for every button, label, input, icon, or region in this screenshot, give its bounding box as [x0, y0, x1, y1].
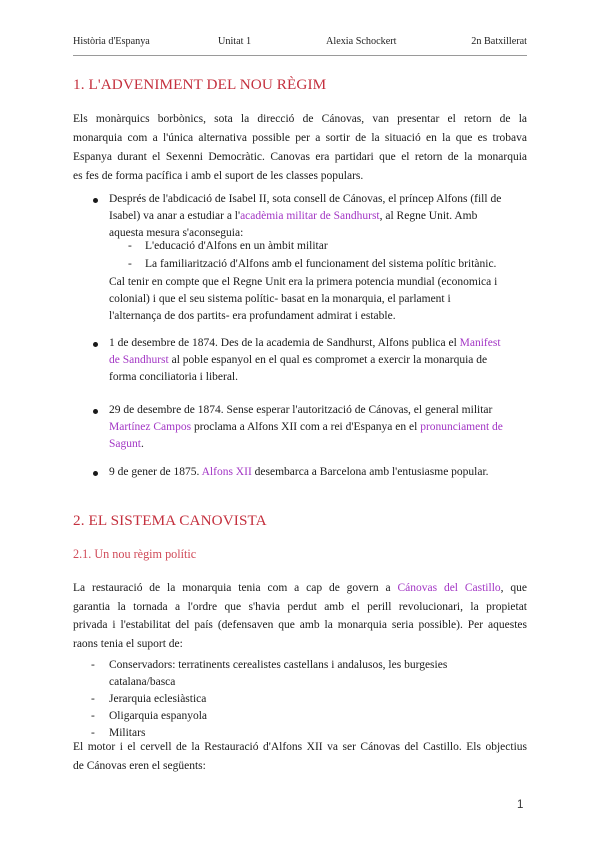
- bullet-3-line: [109, 436, 529, 453]
- section-2-paragraph-1: [73, 579, 527, 653]
- paragraph-line: privada i l'estabilitat del país (defensaven que amb la monarquia seria possible). Per aquestes: [73, 619, 527, 631]
- sub-item: L'educació d'Alfons en un àmbit militar: [145, 240, 328, 252]
- bullet-3-text: [109, 402, 529, 453]
- dash-marker: -: [91, 727, 95, 739]
- supporter-item: Militars: [109, 727, 146, 739]
- bullet-3-line: [109, 419, 529, 436]
- bullet-3-text-part: .: [140, 438, 144, 450]
- bullet-1-line: colonial) i que el seu sistema polític- basat en la monarquia, el parlament i: [109, 293, 451, 305]
- bullet-1-text-part: Isabel) va anar a estudiar a l': [109, 210, 241, 222]
- bullet-4-text: [109, 464, 529, 481]
- supporter-item: Conservadors: terratinents cerealistes castellans i andalusos, les burgesies: [109, 659, 448, 671]
- paragraph-line: garantia la tornada a l'ordre que s'havia perdut amb el perill revolucionari, la propietat: [73, 600, 527, 613]
- dash-marker: -: [91, 693, 95, 705]
- intro-line: Espanya durant el Sexenni Democràtic. Canovas era partidari que el retorn de la monarquia: [73, 151, 527, 163]
- bullet-2-line: forma conciliatoria i liberal.: [109, 371, 238, 383]
- bullet-3-text-part: proclama a Alfons XII com a rei d'Espanya en el: [191, 421, 421, 433]
- paragraph-line: raons tenia el suport de:: [73, 637, 183, 650]
- header-unit: Unitat 1: [218, 36, 252, 47]
- bullet-4-line: [109, 464, 529, 481]
- bullet-3-line: 29 de desembre de 1874. Sense esperar l'autorització de Cánovas, el general militar: [109, 404, 493, 416]
- section-2-paragraph-2: [73, 738, 527, 776]
- link-sandhurst-academy[interactable]: acadèmia militar de Sandhurst: [240, 210, 380, 222]
- bullet-1-continuation: [109, 274, 529, 325]
- dash-marker: -: [128, 258, 132, 270]
- intro-line: es fes de forma pacífica i amb el suport de les classes populars.: [73, 170, 364, 182]
- bullet-dot: [93, 471, 98, 476]
- page-header: [73, 36, 527, 50]
- section-1-heading: 1. L'ADVENIMENT DEL NOU RÈGIM: [73, 76, 327, 93]
- header-course: 2n Batxillerat: [471, 36, 527, 47]
- dash-marker: -: [91, 659, 95, 671]
- paragraph-line: [73, 579, 527, 598]
- section-2-heading: 2. EL SISTEMA CANOVISTA: [73, 512, 267, 529]
- bullet-dot: [93, 409, 98, 414]
- link-pronunciament-sagunt[interactable]: pronunciament de: [420, 421, 503, 433]
- bullet-2-text-part: 1 de desembre de 1874. Des de la academia de Sandhurst, Alfons publica el: [109, 337, 460, 349]
- link-alfons-xii[interactable]: Alfons XII: [201, 466, 252, 478]
- bullet-dot: [93, 198, 98, 203]
- paragraph-line: de Cánovas eren el següents:: [73, 760, 206, 772]
- bullet-1-line: [109, 208, 529, 225]
- bullet-1-line: Cal tenir en compte que el Regne Unit era la primera potencia mundial (economica i: [109, 276, 498, 288]
- supporter-item: Oligarquia espanyola: [109, 710, 208, 722]
- supporter-item: Jerarquia eclesiàstica: [109, 693, 207, 705]
- bullet-1-line: Després de l'abdicació de Isabel II, sota consell de Cánovas, el príncep Alfons (fill de: [109, 193, 502, 205]
- bullet-1-text-part: , al Regne Unit. Amb: [379, 210, 478, 222]
- bullet-1-text: [109, 191, 529, 242]
- bullet-1-line: aquesta mesura s'aconseguia:: [109, 227, 244, 239]
- header-divider: [73, 55, 527, 56]
- bullet-dot: [93, 342, 98, 347]
- header-author: Alexia Schockert: [326, 36, 397, 47]
- bullet-2-line: [109, 335, 529, 352]
- link-pronunciament-sagunt-cont[interactable]: Sagunt: [109, 438, 141, 450]
- bullet-2-text-part: al poble espanyol en el qual es compromet a exercir la monarquia de: [168, 354, 488, 366]
- link-manifest-sandhurst[interactable]: Manifest: [459, 337, 501, 349]
- paragraph-line: El motor i el cervell de la Restauració d'Alfons XII va ser Cánovas del Castillo. Els objectius: [73, 741, 527, 753]
- bullet-2-line: [109, 352, 529, 369]
- dash-marker: -: [91, 710, 95, 722]
- link-manifest-sandhurst-cont[interactable]: de Sandhurst: [109, 354, 169, 366]
- sub-item: La familiarització d'Alfons amb el funcionament del sistema polític britànic.: [145, 258, 497, 270]
- intro-line: Els monàrquics borbònics, sota la direcció de Cánovas, van presentar el retorn de la: [73, 113, 527, 125]
- dash-marker: -: [128, 240, 132, 252]
- paragraph-text-part: , que: [500, 582, 527, 594]
- link-canovas-del-castillo[interactable]: Cánovas del Castillo: [397, 582, 501, 594]
- bullet-4-text-part: 9 de gener de 1875.: [109, 466, 202, 478]
- section-1-intro: [73, 110, 527, 186]
- supporter-item-cont: catalana/basca: [109, 676, 176, 688]
- bullet-1-line: l'alternança de dos partits- era profundament admirat i estable.: [109, 310, 396, 322]
- intro-line: monarquia com a l'única alternativa possible per a sortir de la situació en la que es trobava: [73, 132, 527, 144]
- link-martinez-campos[interactable]: Martínez Campos: [109, 421, 192, 433]
- bullet-2-text: [109, 335, 529, 386]
- section-2-1-subheading: 2.1. Un nou règim polític: [73, 547, 197, 561]
- header-subject: Història d'Espanya: [73, 36, 150, 47]
- bullet-4-text-part: desembarca a Barcelona amb l'entusiasme popular.: [251, 466, 489, 478]
- paragraph-text-part: La restauració de la monarquia tenia com a cap de govern a: [73, 582, 398, 594]
- page-number: 1: [517, 799, 524, 811]
